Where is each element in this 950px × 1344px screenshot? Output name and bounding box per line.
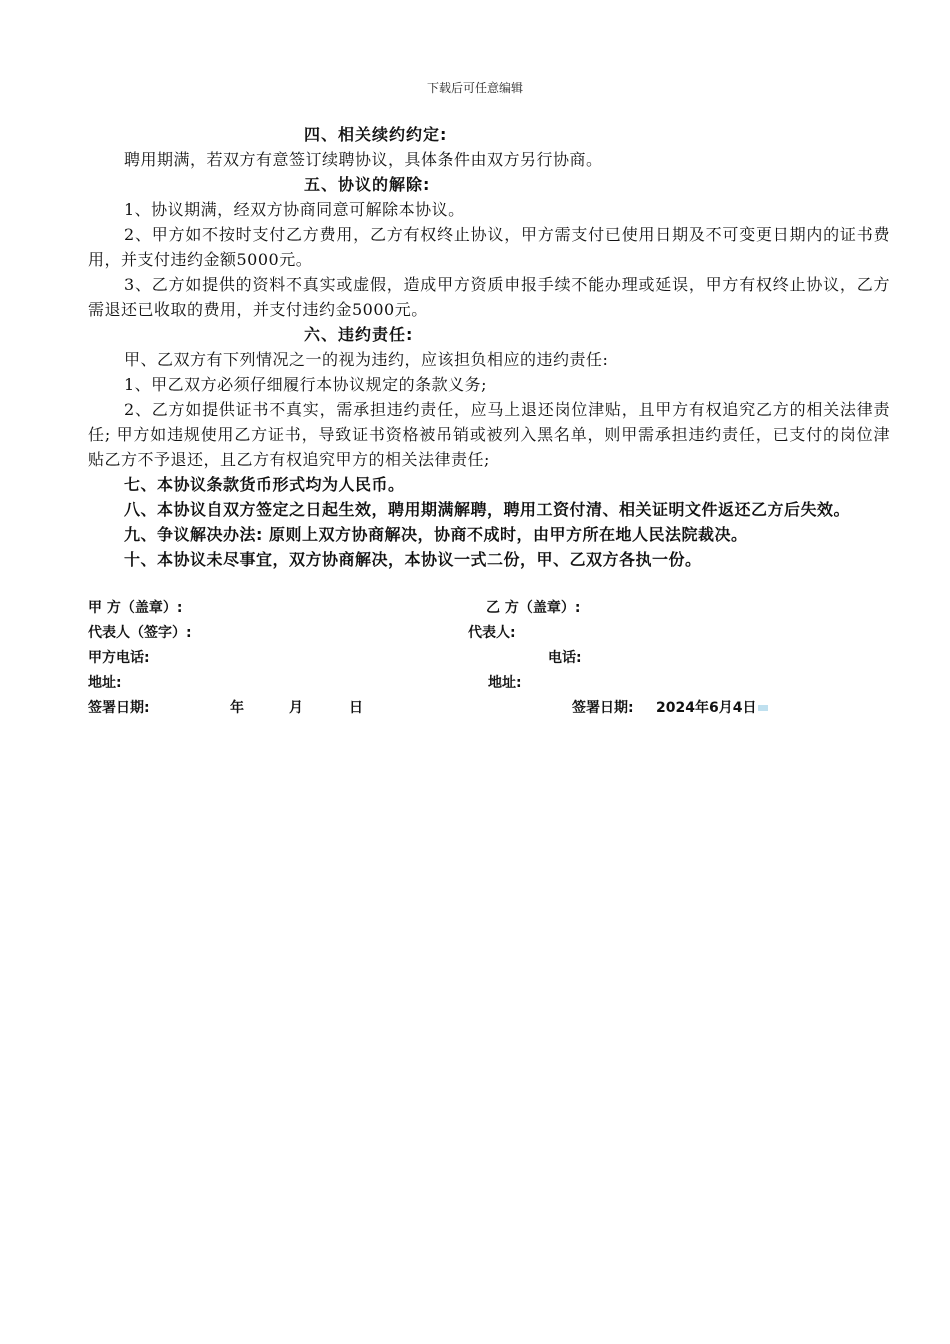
highlight-mark — [758, 705, 768, 711]
header-note: 下载后可任意编辑 — [426, 81, 523, 95]
party-b-label: 乙 方（盖章）: — [486, 600, 581, 616]
section-6-paragraph-3: 2、乙方如提供证书不真实，需承担违约责任，应马上退还岗位津贴，且甲方有权追究乙方的相关法律责任; 甲方如违规使用乙方证书，导致证书资格被吊销或被列入黑名单，则甲需承担违约责任，已支付的岗位津贴乙方不予退还，且乙方有权追究甲方的相关法律责任; — [88, 400, 890, 469]
addr-a-label: 地址: — [88, 675, 122, 691]
signature-row-representative — [88, 621, 890, 646]
section-10: 十、本协议未尽事宜，双方协商解决，本协议一式二份，甲、乙双方各执一份。 — [124, 550, 702, 569]
addr-b-label: 地址: — [488, 675, 522, 691]
section-6-paragraph-2: 1、甲乙双方必须仔细履行本协议规定的条款义务; — [124, 375, 488, 394]
agreement-body — [88, 122, 890, 572]
section-5-title: 五、协议的解除: — [304, 175, 431, 194]
section-9: 九、争议解决办法: 原则上双方协商解决，协商不成时，由甲方所在地人民法院裁决。 — [124, 525, 748, 544]
date-b-label: 签署日期: — [572, 700, 634, 716]
rep-a-label: 代表人（签字）: — [88, 625, 192, 641]
date-b-value: 2024年6月4日 — [656, 700, 757, 716]
section-5-paragraph-1: 1、协议期满，经双方协商同意可解除本协议。 — [124, 200, 465, 219]
section-7: 七、本协议条款货币形式均为人民币。 — [124, 475, 405, 494]
section-6-paragraph-1: 甲、乙双方有下列情况之一的视为违约，应该担负相应的违约责任: — [124, 350, 609, 369]
date-a-year: 年 — [230, 700, 244, 716]
signature-row-party — [88, 596, 890, 621]
section-6-title: 六、违约责任: — [304, 325, 414, 344]
signature-row-date — [88, 696, 890, 721]
section-8: 八、本协议自双方签定之日起生效，聘用期满解聘，聘用工资付清、相关证明文件返还乙方后失效。 — [124, 500, 851, 519]
section-5-paragraph-2: 2、甲方如不按时支付乙方费用，乙方有权终止协议，甲方需支付已使用日期及不可变更日期内的证书费用，并支付违约金额5000元。 — [88, 225, 890, 269]
phone-a-label: 甲方电话: — [88, 650, 150, 666]
party-a-label: 甲 方（盖章）: — [88, 600, 183, 616]
date-a-month: 月 — [289, 700, 303, 716]
date-a-day: 日 — [349, 700, 363, 716]
rep-b-label: 代表人: — [468, 625, 516, 641]
section-5-paragraph-3: 3、乙方如提供的资料不真实或虚假，造成甲方资质申报手续不能办理或延误，甲方有权终止协议，乙方需退还已收取的费用，并支付违约金5000元。 — [88, 275, 890, 319]
date-b-value-wrap — [656, 696, 768, 721]
signature-row-phone — [88, 646, 890, 671]
phone-b-label: 电话: — [548, 650, 582, 666]
date-a-label: 签署日期: — [88, 700, 150, 716]
section-4-paragraph-1: 聘用期满，若双方有意签订续聘协议，具体条件由双方另行协商。 — [124, 150, 603, 169]
signature-row-address — [88, 671, 890, 696]
section-4-title: 四、相关续约约定: — [304, 125, 448, 144]
